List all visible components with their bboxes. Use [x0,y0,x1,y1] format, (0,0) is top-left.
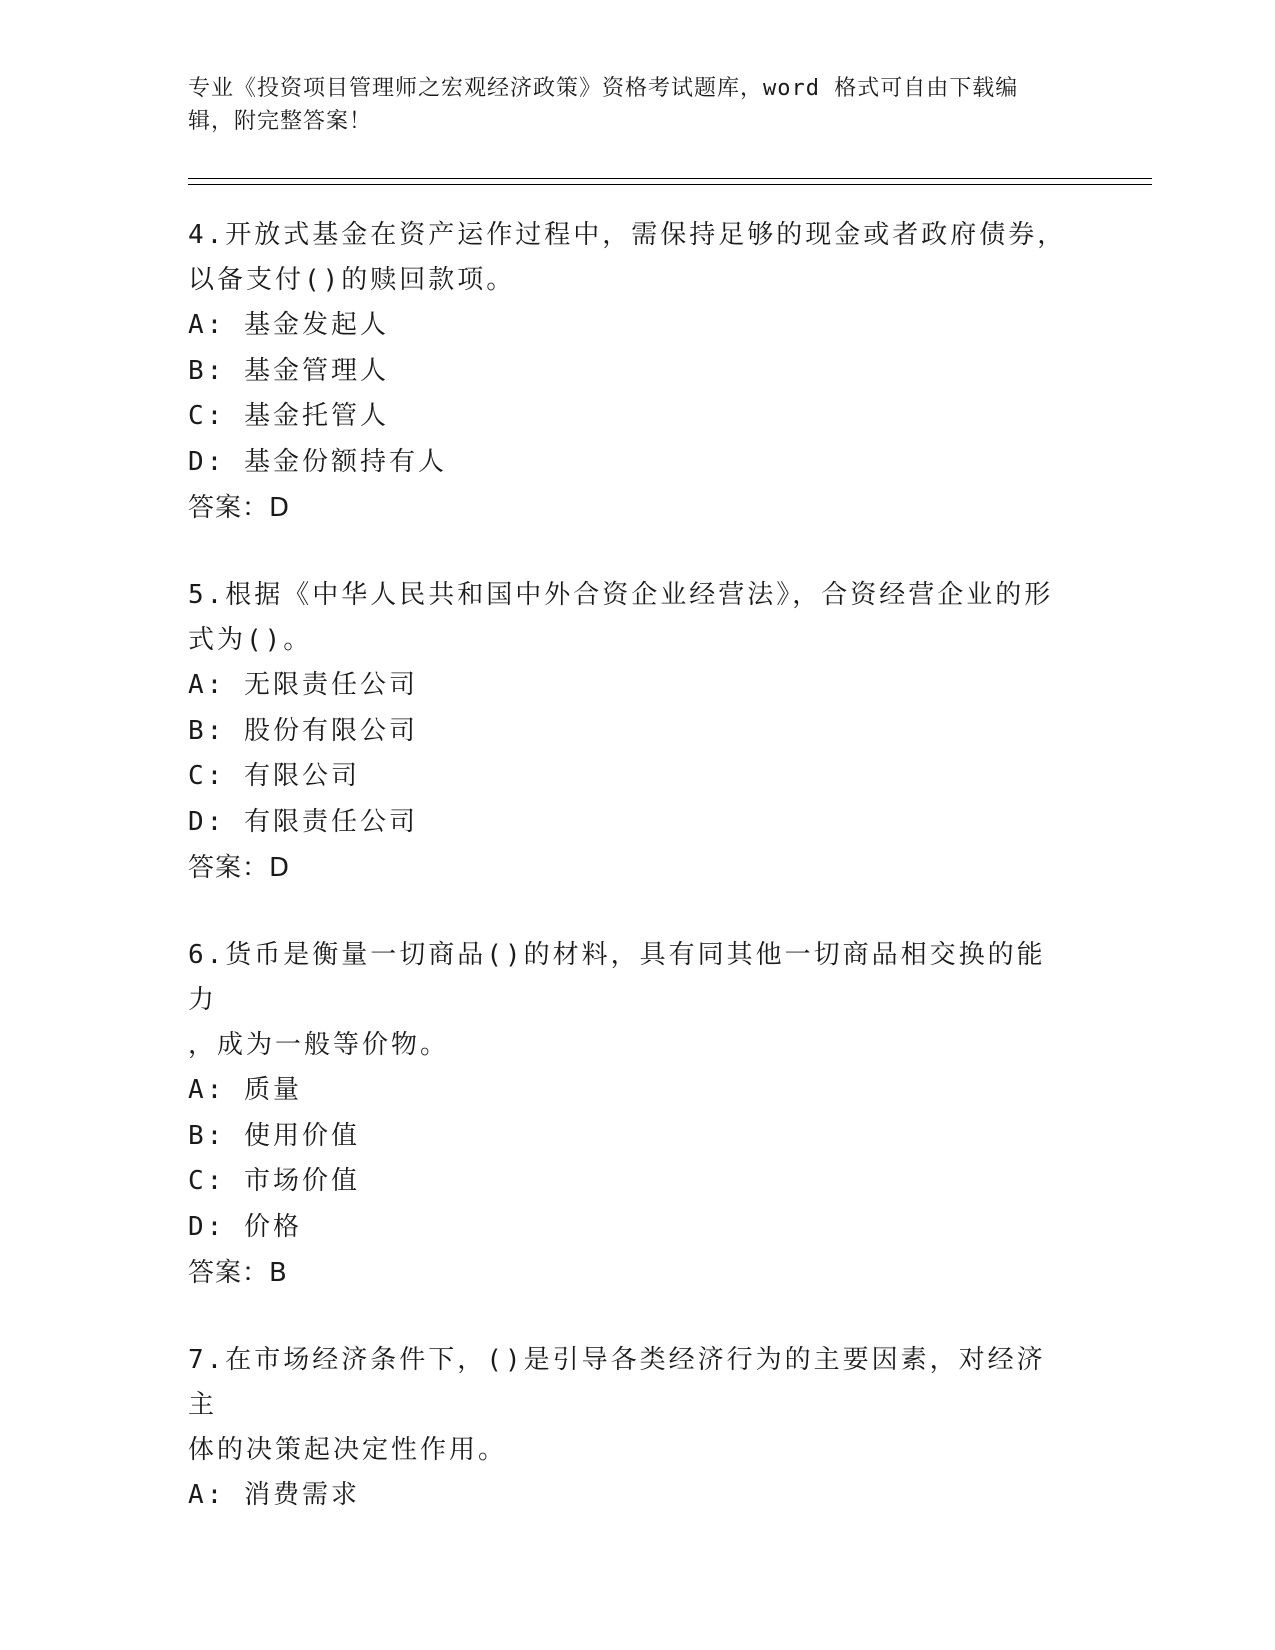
answer-line: 答案：D [188,853,291,883]
option-a: A: 消费需求 [188,1480,360,1510]
option-c: C: 基金托管人 [188,401,389,431]
option-b: B: 使用价值 [188,1120,360,1151]
option-c: C: 市场价值 [188,1166,360,1196]
option-d: D: 价格 [188,1211,302,1242]
option-d: D: 基金份额持有人 [188,446,447,477]
option-b: B: 基金管理人 [188,355,389,386]
question-stem-line-2: 体的决策起决定性作用。 [188,1435,508,1465]
option-a: A: 无限责任公司 [188,670,418,700]
question-stem-line-2: ，成为一般等价物。 [188,1030,450,1060]
question-stem-line-2: 以备支付()的赎回款项。 [188,265,516,295]
answer-line: 答案：D [188,493,291,523]
question-6 [188,933,1068,1296]
question-list [188,213,1068,1561]
option-a: A: 基金发起人 [188,310,389,340]
option-a: A: 质量 [188,1075,302,1105]
answer-line: 答案：B [188,1258,288,1288]
document-header [188,72,1068,138]
question-stem-line-1: 5.根据《中华人民共和国中外合资企业经营法》，合资经营企业的形 [188,580,1054,610]
option-c: C: 有限公司 [188,761,360,791]
question-stem-line-1: 6.货币是衡量一切商品()的材料，具有同其他一切商品相交换的能力 [188,940,1046,1015]
question-stem-line-1: 7.在市场经济条件下，()是引导各类经济行为的主要因素，对经济主 [188,1345,1046,1420]
question-stem-line-1: 4.开放式基金在资产运作过程中，需保持足够的现金或者政府债券， [188,220,1067,250]
header-line-2: 辑，附完整答案！ [188,109,373,134]
question-4 [188,213,1068,531]
header-rule-bottom [188,184,1152,185]
question-7 [188,1338,1068,1519]
header-line-1: 专业《投资项目管理师之宏观经济政策》资格考试题库，word 格式可自由下载编 [188,76,1019,101]
option-b: B: 股份有限公司 [188,715,418,746]
question-5 [188,573,1068,891]
header-rule-top [188,178,1152,179]
option-d: D: 有限责任公司 [188,806,418,837]
question-stem-line-2: 式为()。 [188,625,313,655]
